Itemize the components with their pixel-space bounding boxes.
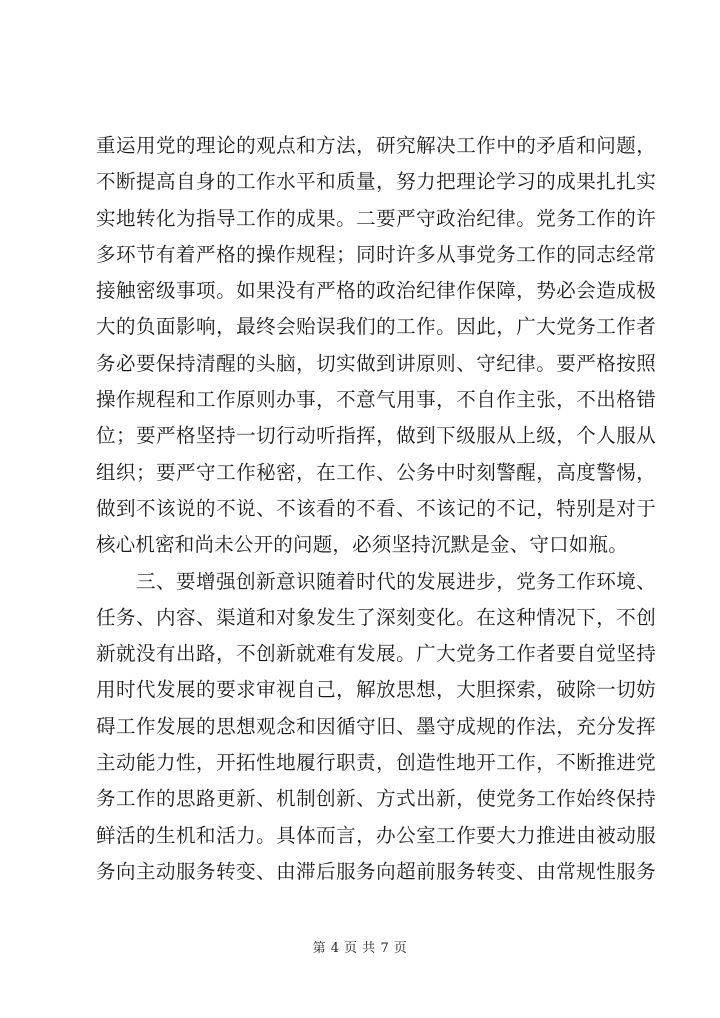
text-line: 大的负面影响，最终会贻误我们的工作。因此，广大党务工作者 xyxy=(96,315,656,339)
paragraph-end-line: 核心机密和尚未公开的问题，必须坚持沉默是金、守口如瓶。 xyxy=(96,533,628,557)
text-line: 做到不该说的不说、不该看的不看、不该记的不记，特别是对于 xyxy=(96,496,656,520)
text-line: 用时代发展的要求审视自己，解放思想，大胆探索，破除一切妨 xyxy=(96,678,656,702)
text-line: 务必要保持清醒的头脑，切实做到讲原则、守纪律。要严格按照 xyxy=(96,351,656,375)
text-line: 主动能力性，开拓性地履行职责，创造性地开工作，不断推进党 xyxy=(96,751,656,775)
text-line: 多环节有着严格的操作规程；同时许多从事党务工作的同志经常 xyxy=(96,242,656,266)
text-line: 不断提高自身的工作水平和质量，努力把理论学习的成果扎扎实 xyxy=(96,170,656,194)
text-line: 务工作的思路更新、机制创新、方式出新，使党务工作始终保持 xyxy=(96,787,656,811)
body-text xyxy=(96,128,656,890)
text-line: 务向主动服务转变、由滞后服务向超前服务转变、由常规性服务 xyxy=(96,859,656,883)
page-number-footer: 第 4 页 共 7 页 xyxy=(312,941,408,956)
text-line: 鲜活的生机和活力。具体而言，办公室工作要大力推进由被动服 xyxy=(96,823,656,847)
text-line: 实地转化为指导工作的成果。二要严守政治纪律。党务工作的许 xyxy=(96,206,656,230)
text-line: 组织；要严守工作秘密，在工作、公务中时刻警醒，高度警惕， xyxy=(96,460,656,484)
text-line: 重运用党的理论的观点和方法，研究解决工作中的矛盾和问题， xyxy=(96,134,656,157)
text-line: 操作规程和工作原则办事，不意气用事，不自作主张，不出格错 xyxy=(96,388,656,412)
text-line: 任务、内容、渠道和对象发生了深刻变化。在这种情况下，不创 xyxy=(96,605,656,629)
text-line: 碍工作发展的思想观念和因循守旧、墨守成规的作法，充分发挥 xyxy=(96,714,656,738)
text-line: 位；要严格坚持一切行动听指挥，做到下级服从上级，个人服从 xyxy=(96,424,656,448)
paragraph-first-line: 三、要增强创新意识随着时代的发展进步，党务工作环境、 xyxy=(96,569,656,593)
text-line: 接触密级事项。如果没有严格的政治纪律作保障，势必会造成极 xyxy=(96,279,656,303)
text-line: 新就没有出路，不创新就难有发展。广大党务工作者要自觉坚持 xyxy=(96,642,656,666)
